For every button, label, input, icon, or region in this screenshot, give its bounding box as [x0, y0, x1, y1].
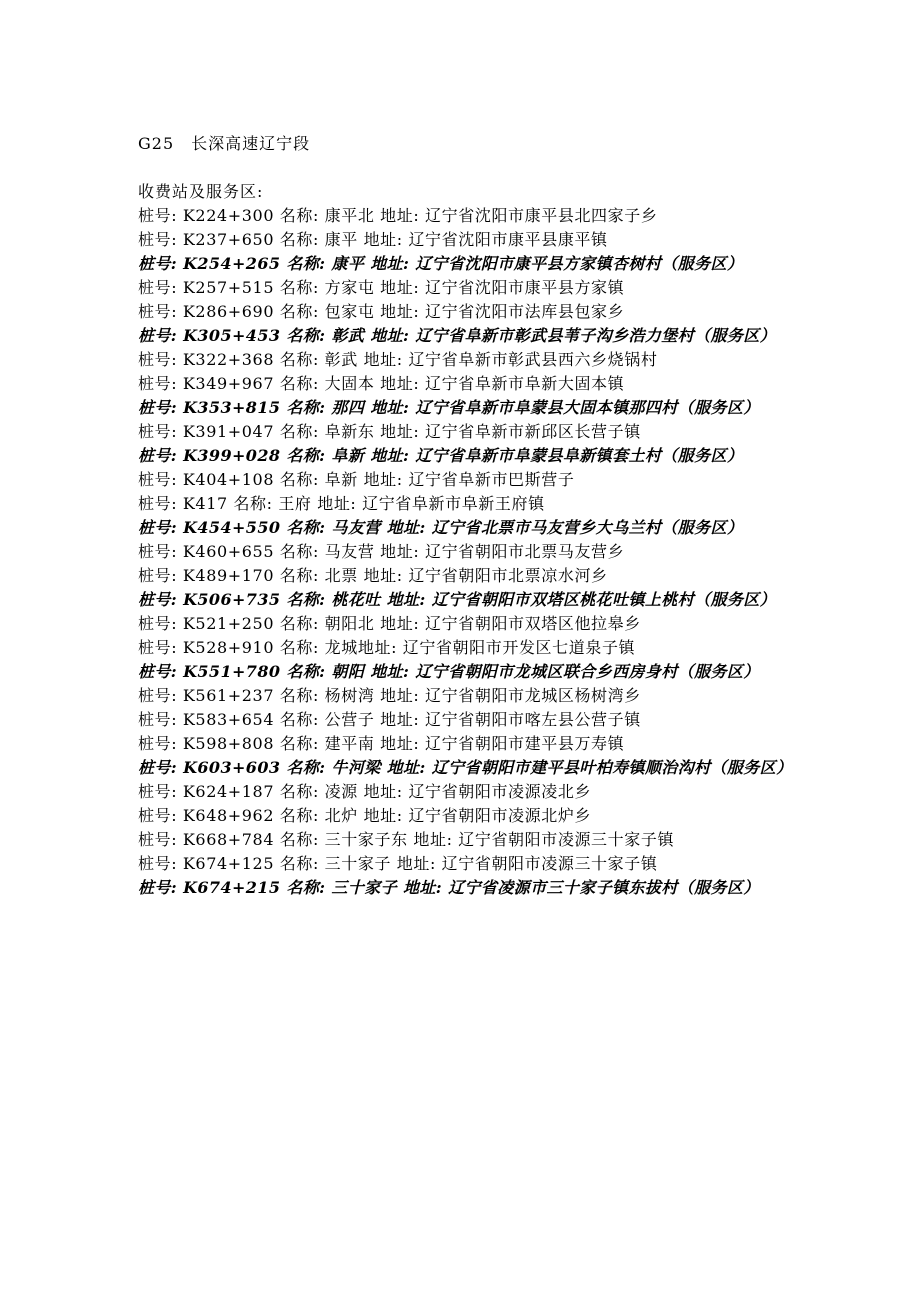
service-area-entry: 桩号: K399+028 名称: 阜新 地址: 辽宁省阜新市阜蒙县阜新镇套土村（服务区） [138, 446, 744, 465]
toll-station-entry: 桩号: K528+910 名称: 龙城地址: 辽宁省朝阳市开发区七道泉子镇 [138, 638, 636, 657]
toll-station-entry: 桩号: K286+690 名称: 包家屯 地址: 辽宁省沈阳市法库县包家乡 [138, 302, 625, 321]
service-area-entry: 桩号: K603+603 名称: 牛河梁 地址: 辽宁省朝阳市建平县叶柏寿镇顺治沟村（服务区） [138, 758, 793, 777]
service-area-entry: 桩号: K353+815 名称: 那四 地址: 辽宁省阜新市阜蒙县大固本镇那四村（服务区） [138, 398, 760, 417]
service-area-entry: 桩号: K305+453 名称: 彰武 地址: 辽宁省阜新市彰武县苇子沟乡浩力堡村（服务区） [138, 326, 777, 345]
toll-station-entry: 桩号: K521+250 名称: 朝阳北 地址: 辽宁省朝阳市双塔区他拉皋乡 [138, 614, 641, 633]
service-area-entry: 桩号: K551+780 名称: 朝阳 地址: 辽宁省朝阳市龙城区联合乡西房身村（服务区） [138, 662, 760, 681]
toll-station-entry: 桩号: K561+237 名称: 杨树湾 地址: 辽宁省朝阳市龙城区杨树湾乡 [138, 686, 641, 705]
toll-station-entry: 桩号: K598+808 名称: 建平南 地址: 辽宁省朝阳市建平县万寿镇 [138, 734, 625, 753]
toll-station-entry: 桩号: K489+170 名称: 北票 地址: 辽宁省朝阳市北票凉水河乡 [138, 566, 608, 585]
toll-station-entry: 桩号: K224+300 名称: 康平北 地址: 辽宁省沈阳市康平县北四家子乡 [138, 206, 658, 225]
toll-station-entry: 桩号: K257+515 名称: 方家屯 地址: 辽宁省沈阳市康平县方家镇 [138, 278, 625, 297]
document-page [138, 132, 798, 900]
toll-station-entry: 桩号: K460+655 名称: 马友营 地址: 辽宁省朝阳市北票马友营乡 [138, 542, 625, 561]
service-area-entry: 桩号: K454+550 名称: 马友营 地址: 辽宁省北票市马友营乡大乌兰村（服务区） [138, 518, 744, 537]
toll-station-entry: 桩号: K404+108 名称: 阜新 地址: 辽宁省阜新市巴斯营子 [138, 470, 575, 489]
service-area-entry: 桩号: K506+735 名称: 桃花吐 地址: 辽宁省朝阳市双塔区桃花吐镇上桃村（服务区） [138, 590, 777, 609]
toll-station-entry: 桩号: K322+368 名称: 彰武 地址: 辽宁省阜新市彰武县西六乡烧锅村 [138, 350, 658, 369]
toll-station-entry: 桩号: K237+650 名称: 康平 地址: 辽宁省沈阳市康平县康平镇 [138, 230, 608, 249]
toll-station-entry: 桩号: K349+967 名称: 大固本 地址: 辽宁省阜新市阜新大固本镇 [138, 374, 625, 393]
toll-station-entry: 桩号: K583+654 名称: 公营子 地址: 辽宁省朝阳市喀左县公营子镇 [138, 710, 641, 729]
section-label: 收费站及服务区: [138, 182, 264, 201]
service-area-entry: 桩号: K254+265 名称: 康平 地址: 辽宁省沈阳市康平县方家镇杏树村（服务区） [138, 254, 744, 273]
toll-station-entry: 桩号: K674+125 名称: 三十家子 地址: 辽宁省朝阳市凌源三十家子镇 [138, 854, 658, 873]
toll-station-entry: 桩号: K624+187 名称: 凌源 地址: 辽宁省朝阳市凌源凌北乡 [138, 782, 592, 801]
toll-station-entry: 桩号: K668+784 名称: 三十家子东 地址: 辽宁省朝阳市凌源三十家子镇 [138, 830, 675, 849]
toll-station-entry: 桩号: K648+962 名称: 北炉 地址: 辽宁省朝阳市凌源北炉乡 [138, 806, 592, 825]
document-title: G25 长深高速辽宁段 [138, 134, 311, 153]
entry-list [138, 204, 798, 900]
toll-station-entry: 桩号: K391+047 名称: 阜新东 地址: 辽宁省阜新市新邱区长营子镇 [138, 422, 641, 441]
toll-station-entry: 桩号: K417 名称: 王府 地址: 辽宁省阜新市阜新王府镇 [138, 494, 545, 513]
service-area-entry: 桩号: K674+215 名称: 三十家子 地址: 辽宁省凌源市三十家子镇东拔村（服务区） [138, 878, 760, 897]
